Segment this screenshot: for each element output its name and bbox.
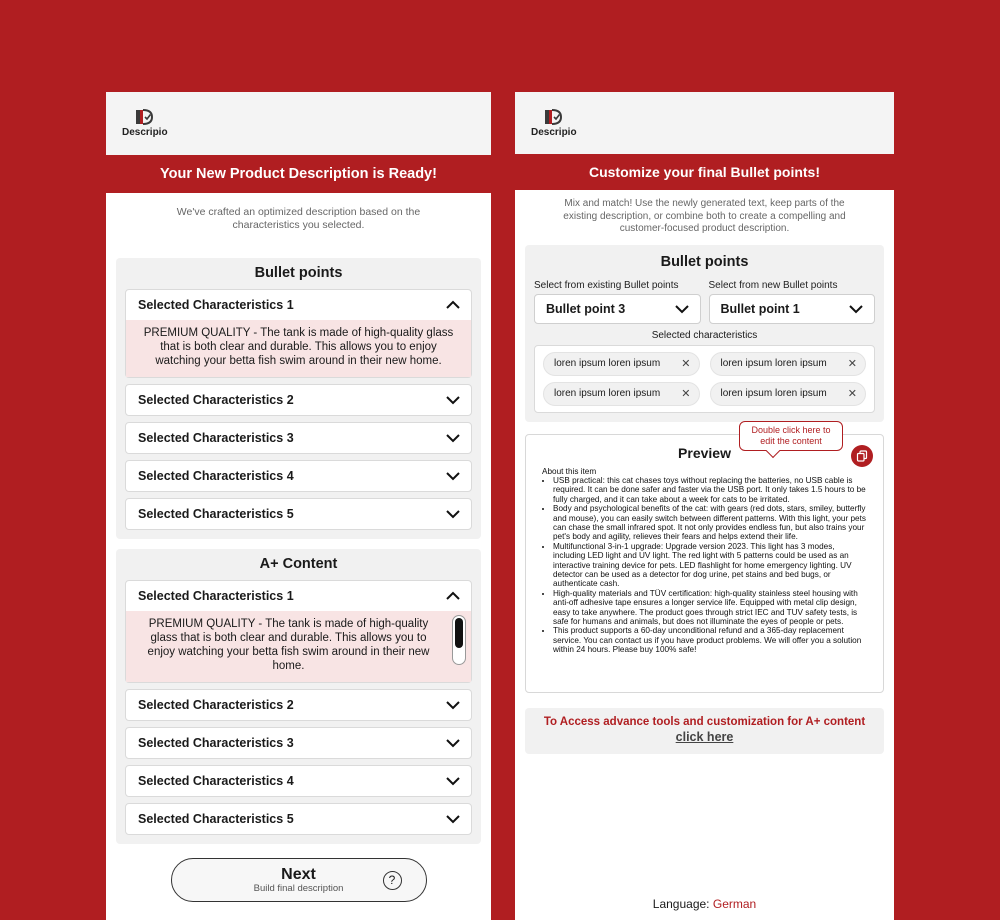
app-header: [106, 92, 491, 155]
remove-chip-icon[interactable]: ✕: [847, 358, 857, 370]
accordion-item: [125, 689, 472, 721]
help-icon[interactable]: ?: [383, 871, 402, 890]
accordion-label: Selected Characteristics 5: [138, 507, 294, 521]
section-title: Bullet points: [660, 253, 749, 270]
accordion-item: [125, 498, 472, 530]
aplus-cta-text: To Access advance tools and customization for A+ content: [543, 715, 866, 728]
accordion-text: PREMIUM QUALITY - The tank is made of high-quality glass that is both clear and durable. This allows you to enjoy watching your betta fish swim around in their new home.: [147, 618, 430, 672]
chip-label: loren ipsum loren ipsum: [554, 388, 661, 399]
chevron-down-icon: [445, 697, 461, 713]
chevron-down-icon: [445, 468, 461, 484]
characteristic-chip: [710, 352, 867, 376]
chevron-up-icon: [445, 588, 461, 604]
chip-label: loren ipsum loren ipsum: [720, 388, 827, 399]
accordion-label: Selected Characteristics 1: [138, 589, 294, 603]
existing-select-group: [534, 280, 701, 324]
accordion-header[interactable]: [126, 461, 471, 491]
preview-heading: About this item: [542, 466, 597, 476]
preview-bullet: • Multifunctional 3-in-1 upgrade: Upgrade version 2023. This light has 3 modes, including LED light and UV light. The red light with 5 patterns could be used as an interactive training device for pets. LED flashlight for home emergency lighting. UV detector can be used as a detector for dog urine, pet stains and bed bugs, or authenticate cash.: [553, 542, 867, 589]
aplus-cta-link[interactable]: click here: [675, 729, 734, 744]
existing-select-value: Bullet point 3: [546, 301, 626, 316]
chips-label: Selected characteristics: [651, 329, 758, 341]
remove-chip-icon[interactable]: ✕: [681, 358, 691, 370]
preview-bullet-list: [542, 476, 867, 655]
logo-text: Descripio: [531, 127, 577, 138]
accordion-label: Selected Characteristics 3: [138, 431, 294, 445]
characteristic-chip: [543, 352, 700, 376]
preview-bullet: • This product supports a 60-day unconditional refund and a 365-day replacement service. You can contact us if you have product problems. We will offer you a solution within 24 hours. Please buy 100% safe!: [553, 626, 867, 654]
edit-tooltip: Double click here to edit the content: [739, 421, 843, 451]
preview-title: Preview: [678, 444, 731, 461]
accordion-item: [125, 765, 472, 797]
chevron-down-icon: [445, 773, 461, 789]
chevron-up-icon: [445, 297, 461, 313]
scrollbar-thumb[interactable]: [455, 618, 463, 648]
accordion-label: Selected Characteristics 5: [138, 812, 294, 826]
accordion-item: [125, 727, 472, 759]
preview-panel[interactable]: [525, 424, 884, 693]
accordion-header[interactable]: [126, 690, 471, 720]
next-button-wrap: [106, 858, 491, 902]
logo-text: Descripio: [122, 127, 168, 138]
bullet-points-section: [116, 258, 481, 539]
accordion-content: [126, 611, 471, 682]
chevron-down-icon: [445, 506, 461, 522]
descripio-logo-icon: [135, 108, 155, 126]
accordion-label: Selected Characteristics 4: [138, 469, 294, 483]
logo[interactable]: [531, 108, 577, 138]
copy-button[interactable]: [851, 445, 873, 467]
language-value[interactable]: German: [712, 897, 757, 911]
accordion-header[interactable]: [126, 804, 471, 834]
accordion-item: [125, 460, 472, 492]
language-label: Language:: [652, 897, 710, 911]
remove-chip-icon[interactable]: ✕: [681, 388, 691, 400]
chevron-down-icon: [445, 430, 461, 446]
accordion-label: Selected Characteristics 2: [138, 393, 294, 407]
chip-label: loren ipsum loren ipsum: [720, 358, 827, 369]
accordion-label: Selected Characteristics 2: [138, 698, 294, 712]
new-select-value: Bullet point 1: [720, 301, 800, 316]
section-title: A+ Content: [259, 556, 338, 572]
accordion-item: [125, 422, 472, 454]
accordion-header[interactable]: [126, 385, 471, 415]
accordion-header[interactable]: [126, 766, 471, 796]
accordion-item: [125, 384, 472, 416]
preview-content[interactable]: [542, 467, 867, 655]
new-select-label: Select from new Bullet points: [708, 279, 838, 291]
existing-select-label: Select from existing Bullet points: [534, 279, 679, 291]
accordion-label: Selected Characteristics 1: [138, 298, 294, 312]
bullet-points-section: [525, 245, 884, 422]
preview-bullet: • Body and psychological benefits of the cat: with gears (red dots, stars, smiley, butterfly and mouse), you can easily switch between different patterns. With this light, your pets can chase the small infrared spot. It not only provides endless fun, but also trains your pet's body and agility, relieves their fears and helps extend their life.: [553, 504, 867, 542]
aplus-cta: [525, 708, 884, 754]
accordion-label: Selected Characteristics 4: [138, 774, 294, 788]
next-button[interactable]: [171, 858, 427, 902]
chevron-down-icon: [445, 735, 461, 751]
accordion-item: [125, 580, 472, 683]
accordion-header[interactable]: [126, 423, 471, 453]
characteristic-chip: [543, 382, 700, 406]
accordion-header[interactable]: [126, 290, 471, 320]
accordion-item: [125, 289, 472, 378]
preview-bullet: • USB practical: this cat chases toys without replacing the batteries, no USB cable is required. It can be done safer and faster via the USB port. It only takes 1.5 hours to be fully charged, and it can take about a week for cats to be irritated.: [553, 476, 867, 504]
language-indicator: [515, 897, 894, 911]
copy-icon: [856, 450, 868, 462]
chevron-down-icon: [674, 301, 690, 317]
accordion-header[interactable]: [126, 728, 471, 758]
page-banner: Your New Product Description is Ready!: [106, 155, 491, 193]
accordion-header[interactable]: [126, 581, 471, 611]
chevron-down-icon: [445, 811, 461, 827]
page-banner: Customize your final Bullet points!: [515, 154, 894, 190]
right-screen: [515, 92, 894, 920]
existing-bullet-select[interactable]: [534, 294, 701, 324]
accordion-content: PREMIUM QUALITY - The tank is made of high-quality glass that is both clear and durable. This allows you to enjoy watching your betta fish swim around in their new home.: [126, 320, 471, 377]
preview-bullet: • High-quality materials and TÜV certification: high-quality stainless steel housing with anti-off adhesive tape ensures a longer service life. Equipped with metal clip design, easy to take anywhere. The product goes through strict IEC and TUV safety tests, is safe for humans and animals, but does not illuminate the eyes of people or pets.: [553, 589, 867, 627]
selected-characteristics-chips: [534, 345, 875, 413]
aplus-content-section: [116, 549, 481, 844]
accordion-label: Selected Characteristics 3: [138, 736, 294, 750]
remove-chip-icon[interactable]: ✕: [847, 388, 857, 400]
chevron-down-icon: [848, 301, 864, 317]
chip-label: loren ipsum loren ipsum: [554, 358, 661, 369]
accordion-header[interactable]: [126, 499, 471, 529]
accordion-item: [125, 803, 472, 835]
next-button-label: Next: [281, 866, 316, 883]
app-header: [515, 92, 894, 154]
intro-text: Mix and match! Use the newly generated text, keep parts of the existing description, or combine both to create a compelling and customer-focused product description.: [563, 198, 846, 234]
logo[interactable]: [122, 108, 168, 138]
new-select-group: [709, 280, 876, 324]
selects-row: [534, 280, 875, 324]
characteristic-chip: [710, 382, 867, 406]
next-button-subtitle: Build final description: [253, 883, 344, 894]
section-title: Bullet points: [254, 265, 343, 281]
descripio-logo-icon: [544, 108, 564, 126]
scrollbar[interactable]: [452, 615, 466, 665]
intro-text: We've crafted an optimized description based on the characteristics you selected.: [176, 206, 421, 231]
new-bullet-select[interactable]: [709, 294, 876, 324]
chevron-down-icon: [445, 392, 461, 408]
left-screen: [106, 92, 491, 920]
